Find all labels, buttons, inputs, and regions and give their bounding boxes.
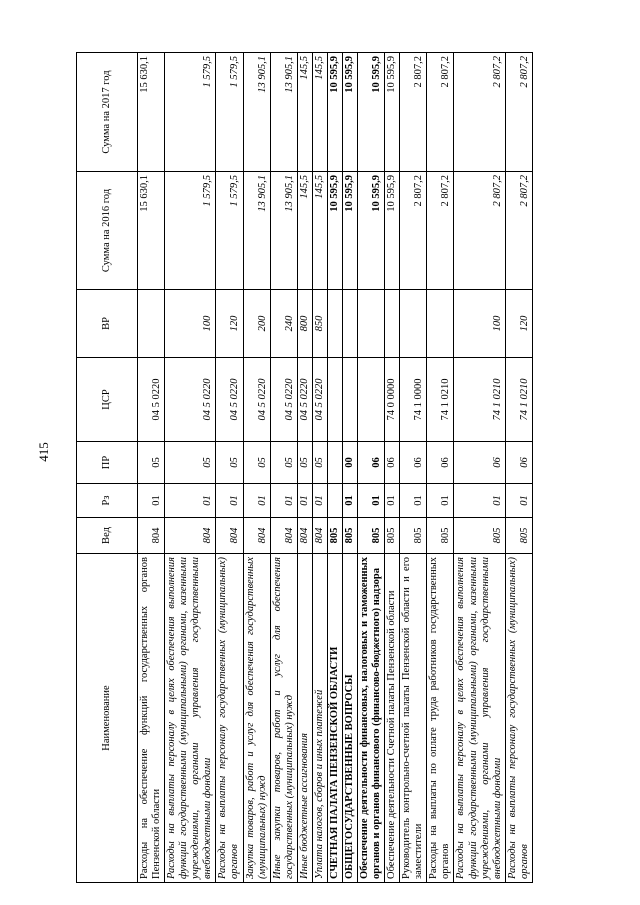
cell-vr: 120 [216,290,243,358]
cell-ved: 804 [270,518,297,554]
cell-rz: 01 [505,484,532,518]
cell-rz: 01 [297,484,312,518]
cell-sum-2016: 145,5 [297,172,312,290]
cell-sum-2016: 1 579,5 [216,172,243,290]
cell-sum-2016: 10 595,9 [385,172,400,290]
cell-pr: 00 [342,442,357,484]
table-row [400,53,427,883]
cell-name: Обеспечение деятельности Счетной палаты Пензенской области [385,554,400,883]
table-row [427,53,454,883]
cell-name: Обеспечение деятельности финансовых, налоговых и таможенных органов и органов финансового (финансово-бюджетного) надзора [358,554,385,883]
cell-ved: 805 [327,518,342,554]
cell-name: Расходы на обеспечение функций государственных органов Пензенской области [138,554,165,883]
cell-pr: 05 [312,442,327,484]
table-row [297,53,312,883]
cell-sum-2017: 10 595,9 [342,53,357,172]
cell-sum-2017: 145,5 [297,53,312,172]
cell-vr: 200 [243,290,270,358]
cell-vr [327,290,342,358]
table-row [216,53,243,883]
cell-vr [342,290,357,358]
cell-rz: 01 [270,484,297,518]
cell-rz: 01 [138,484,165,518]
cell-ved: 805 [385,518,400,554]
cell-sum-2016: 10 595,9 [358,172,385,290]
table-row [342,53,357,883]
cell-csr: 74 1 0000 [400,358,427,442]
cell-csr [327,358,342,442]
cell-vr [358,290,385,358]
cell-rz: 01 [165,484,216,518]
cell-name: Расходы на выплаты персоналу в целях обеспечения выполнения функций государственными (муниципальными) органами, казенными учреждениями, органами управления государственными внебюджетными фондами [454,554,505,883]
cell-ved: 805 [400,518,427,554]
budget-table-container [76,53,569,883]
cell-sum-2016: 10 595,9 [327,172,342,290]
cell-name: ОБЩЕГОСУДАРСТВЕННЫЕ ВОПРОСЫ [342,554,357,883]
cell-name: СЧЕТНАЯ ПАЛАТА ПЕНЗЕНСКОЙ ОБЛАСТИ [327,554,342,883]
cell-vr [400,290,427,358]
cell-name: Расходы на выплаты персоналу государственных (муниципальных) органов [216,554,243,883]
cell-csr: 04 5 0220 [270,358,297,442]
cell-pr: 06 [400,442,427,484]
cell-name: Уплата налогов, сборов и иных платежей [312,554,327,883]
col-header-pr: ПР [77,442,138,484]
cell-pr: 06 [358,442,385,484]
cell-sum-2016: 1 579,5 [165,172,216,290]
cell-ved: 804 [138,518,165,554]
cell-rz: 01 [454,484,505,518]
table-row [505,53,532,883]
cell-csr: 74 1 0210 [427,358,454,442]
cell-pr: 06 [454,442,505,484]
cell-sum-2016: 145,5 [312,172,327,290]
cell-rz [327,484,342,518]
table-row [454,53,505,883]
col-header-sum2016: Сумма на 2016 год [77,172,138,290]
budget-table [76,52,533,883]
cell-vr [427,290,454,358]
cell-ved: 805 [454,518,505,554]
cell-csr: 04 5 0220 [297,358,312,442]
col-header-rz: Рз [77,484,138,518]
cell-sum-2017: 2 807,2 [427,53,454,172]
col-header-ved: Вед [77,518,138,554]
cell-ved: 804 [216,518,243,554]
cell-csr [358,358,385,442]
cell-sum-2017: 145,5 [312,53,327,172]
cell-name: Закупка товаров, работ и услуг для обеспечения государственных (муниципальных) нужд [243,554,270,883]
cell-csr: 04 5 0220 [165,358,216,442]
cell-sum-2016: 2 807,2 [454,172,505,290]
cell-sum-2017: 13 905,1 [270,53,297,172]
cell-rz: 01 [358,484,385,518]
cell-pr: 05 [270,442,297,484]
cell-csr: 74 1 0210 [454,358,505,442]
table-row [243,53,270,883]
cell-rz: 01 [312,484,327,518]
cell-ved: 804 [165,518,216,554]
cell-ved: 805 [358,518,385,554]
cell-vr: 800 [297,290,312,358]
cell-sum-2016: 2 807,2 [427,172,454,290]
cell-sum-2016: 13 905,1 [243,172,270,290]
cell-sum-2017: 1 579,5 [165,53,216,172]
cell-rz: 01 [400,484,427,518]
table-row [165,53,216,883]
table-row [138,53,165,883]
cell-sum-2017: 2 807,2 [454,53,505,172]
cell-sum-2017: 13 905,1 [243,53,270,172]
cell-csr: 04 5 0220 [243,358,270,442]
cell-sum-2017: 2 807,2 [400,53,427,172]
cell-sum-2017: 10 595,9 [385,53,400,172]
cell-sum-2016: 13 905,1 [270,172,297,290]
cell-csr: 74 1 0210 [505,358,532,442]
cell-vr: 120 [505,290,532,358]
cell-csr: 04 5 0220 [138,358,165,442]
cell-rz: 01 [342,484,357,518]
cell-pr: 05 [165,442,216,484]
cell-rz: 01 [427,484,454,518]
cell-vr: 100 [454,290,505,358]
cell-ved: 804 [243,518,270,554]
cell-pr: 06 [385,442,400,484]
table-row [270,53,297,883]
cell-vr [385,290,400,358]
cell-sum-2017: 10 595,9 [358,53,385,172]
cell-vr: 240 [270,290,297,358]
cell-sum-2016: 2 807,2 [505,172,532,290]
cell-sum-2017: 10 595,9 [327,53,342,172]
col-header-csr: ЦСР [77,358,138,442]
cell-rz: 01 [243,484,270,518]
cell-pr: 05 [138,442,165,484]
cell-sum-2016: 10 595,9 [342,172,357,290]
cell-ved: 804 [297,518,312,554]
table-row [327,53,342,883]
cell-name: Иные закупки товаров, работ и услуг для обеспечения государственных (муниципальных) нужд [270,554,297,883]
cell-pr [327,442,342,484]
table-row [358,53,385,883]
cell-sum-2017: 1 579,5 [216,53,243,172]
cell-csr: 74 0 0000 [385,358,400,442]
cell-csr: 04 5 0220 [312,358,327,442]
cell-vr: 850 [312,290,327,358]
cell-csr: 04 5 0220 [216,358,243,442]
table-row [385,53,400,883]
col-header-sum2017: Сумма на 2017 год [77,53,138,172]
col-header-vr: ВР [77,290,138,358]
table-header-row [77,53,138,883]
cell-sum-2017: 15 630,1 [138,53,165,172]
table-row [312,53,327,883]
cell-name: Расходы на выплаты по оплате труда работников государственных органов [427,554,454,883]
cell-ved: 805 [505,518,532,554]
cell-pr: 05 [297,442,312,484]
cell-vr [138,290,165,358]
cell-rz: 01 [385,484,400,518]
cell-pr: 05 [216,442,243,484]
cell-name: Руководитель контрольно-счетной палаты Пензенской области и его заместители [400,554,427,883]
cell-ved: 805 [427,518,454,554]
cell-sum-2017: 2 807,2 [505,53,532,172]
cell-name: Иные бюджетные ассигнования [297,554,312,883]
page-number: 415 [36,442,51,462]
cell-vr: 100 [165,290,216,358]
cell-name: Расходы на выплаты персоналу государственных (муниципальных) органов [505,554,532,883]
cell-pr: 06 [427,442,454,484]
col-header-name: Наименование [77,554,138,883]
cell-ved: 804 [312,518,327,554]
cell-sum-2016: 15 630,1 [138,172,165,290]
cell-pr: 06 [505,442,532,484]
cell-csr [342,358,357,442]
cell-sum-2016: 2 807,2 [400,172,427,290]
cell-ved: 805 [342,518,357,554]
cell-rz: 01 [216,484,243,518]
cell-name: Расходы на выплаты персоналу в целях обеспечения выполнения функций государственными (муниципальными) органами, казенными учреждениями, органами управления государственными внебюджетными фондами [165,554,216,883]
cell-pr: 05 [243,442,270,484]
